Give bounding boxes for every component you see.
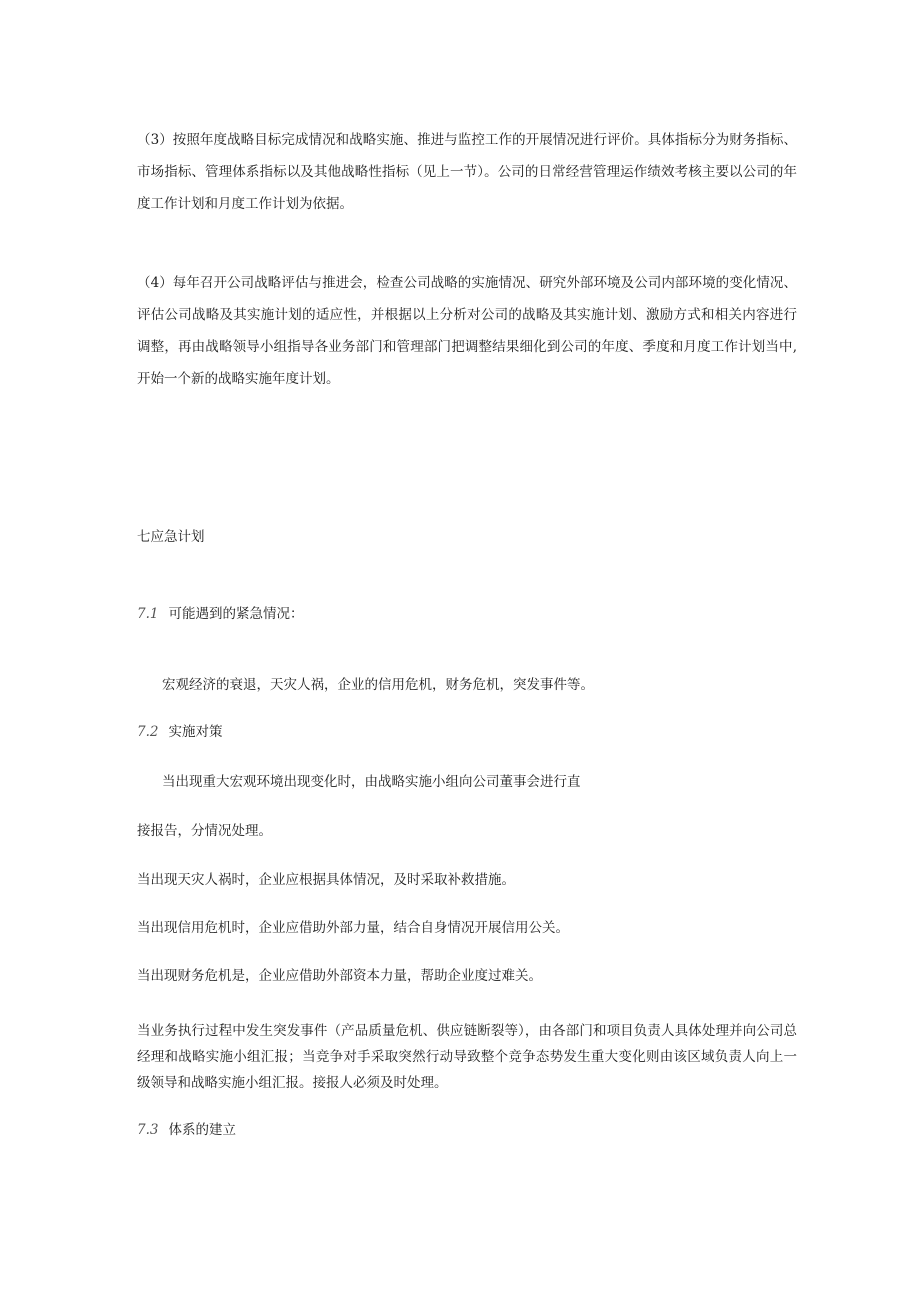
section-7-title: 七应急计划 (137, 529, 205, 545)
section-7-1-heading (137, 604, 303, 624)
section-7-2-text-5: 当出现财务危机是，企业应借助外部资本力量，帮助企业度过难关。 (137, 968, 542, 984)
section-7-3-heading (137, 1120, 236, 1140)
section-7-3-label: 体系的建立 (168, 1122, 236, 1138)
section-7-2-number: 7.2 (137, 724, 159, 740)
section-7-2-text-3: 当出现天灾人祸时，企业应根据具体情况，及时采取补救措施。 (137, 872, 515, 888)
section-7-2-label: 实施对策 (168, 724, 223, 740)
section-7-2-heading (137, 722, 222, 742)
section-7-2-text-1: 当出现重大宏观环境出现变化时，由战略实施小组向公司董事会进行直 (162, 774, 581, 790)
section-7-2-text-6: 当业务执行过程中发生突发事件（产品质量危机、供应链断裂等），由各部门和项目负责人具体处理并向公司总经理和战略实施小组汇报；当竞争对手采取突然行动导致整个竞争态势发生重大变化则由该区域负责人向上一级领导和战略实施小组汇报。接报人必须及时处理。 (137, 1023, 797, 1091)
section-7-3-number: 7.3 (137, 1122, 159, 1138)
section-7-1-number: 7.1 (137, 606, 159, 622)
paragraph-3: （3）按照年度战略目标完成情况和战略实施、推进与监控工作的开展情况进行评价。具体指标分为财务指标、市场指标、管理体系指标以及其他战略性指标（见上一节）。公司的日常经营管理运作绩效考核主要以公司的年度工作计划和月度工作计划为依据。 (137, 132, 797, 212)
section-7-1-text: 宏观经济的衰退，天灾人祸，企业的信用危机，财务危机，突发事件等。 (162, 677, 594, 693)
paragraph-4: （4）每年召开公司战略评估与推进会，检查公司战略的实施情况、研究外部环境及公司内部环境的变化情况、评估公司战略及其实施计划的适应性，并根据以上分析对公司的战略及其实施计划、激励方式和相关内容进行调整，再由战略领导小组指导各业务部门和管理部门把调整结果细化到公司的年度、季度和月度工作计划当中,开始一个新的战略实施年度计划。 (137, 275, 797, 387)
section-7-2-text-4: 当出现信用危机时，企业应借助外部力量，结合自身情况开展信用公关。 (137, 920, 569, 936)
section-7-2-text-2: 接报告，分情况处理。 (137, 823, 272, 839)
section-7-1-label: 可能遇到的紧急情况： (168, 606, 304, 622)
